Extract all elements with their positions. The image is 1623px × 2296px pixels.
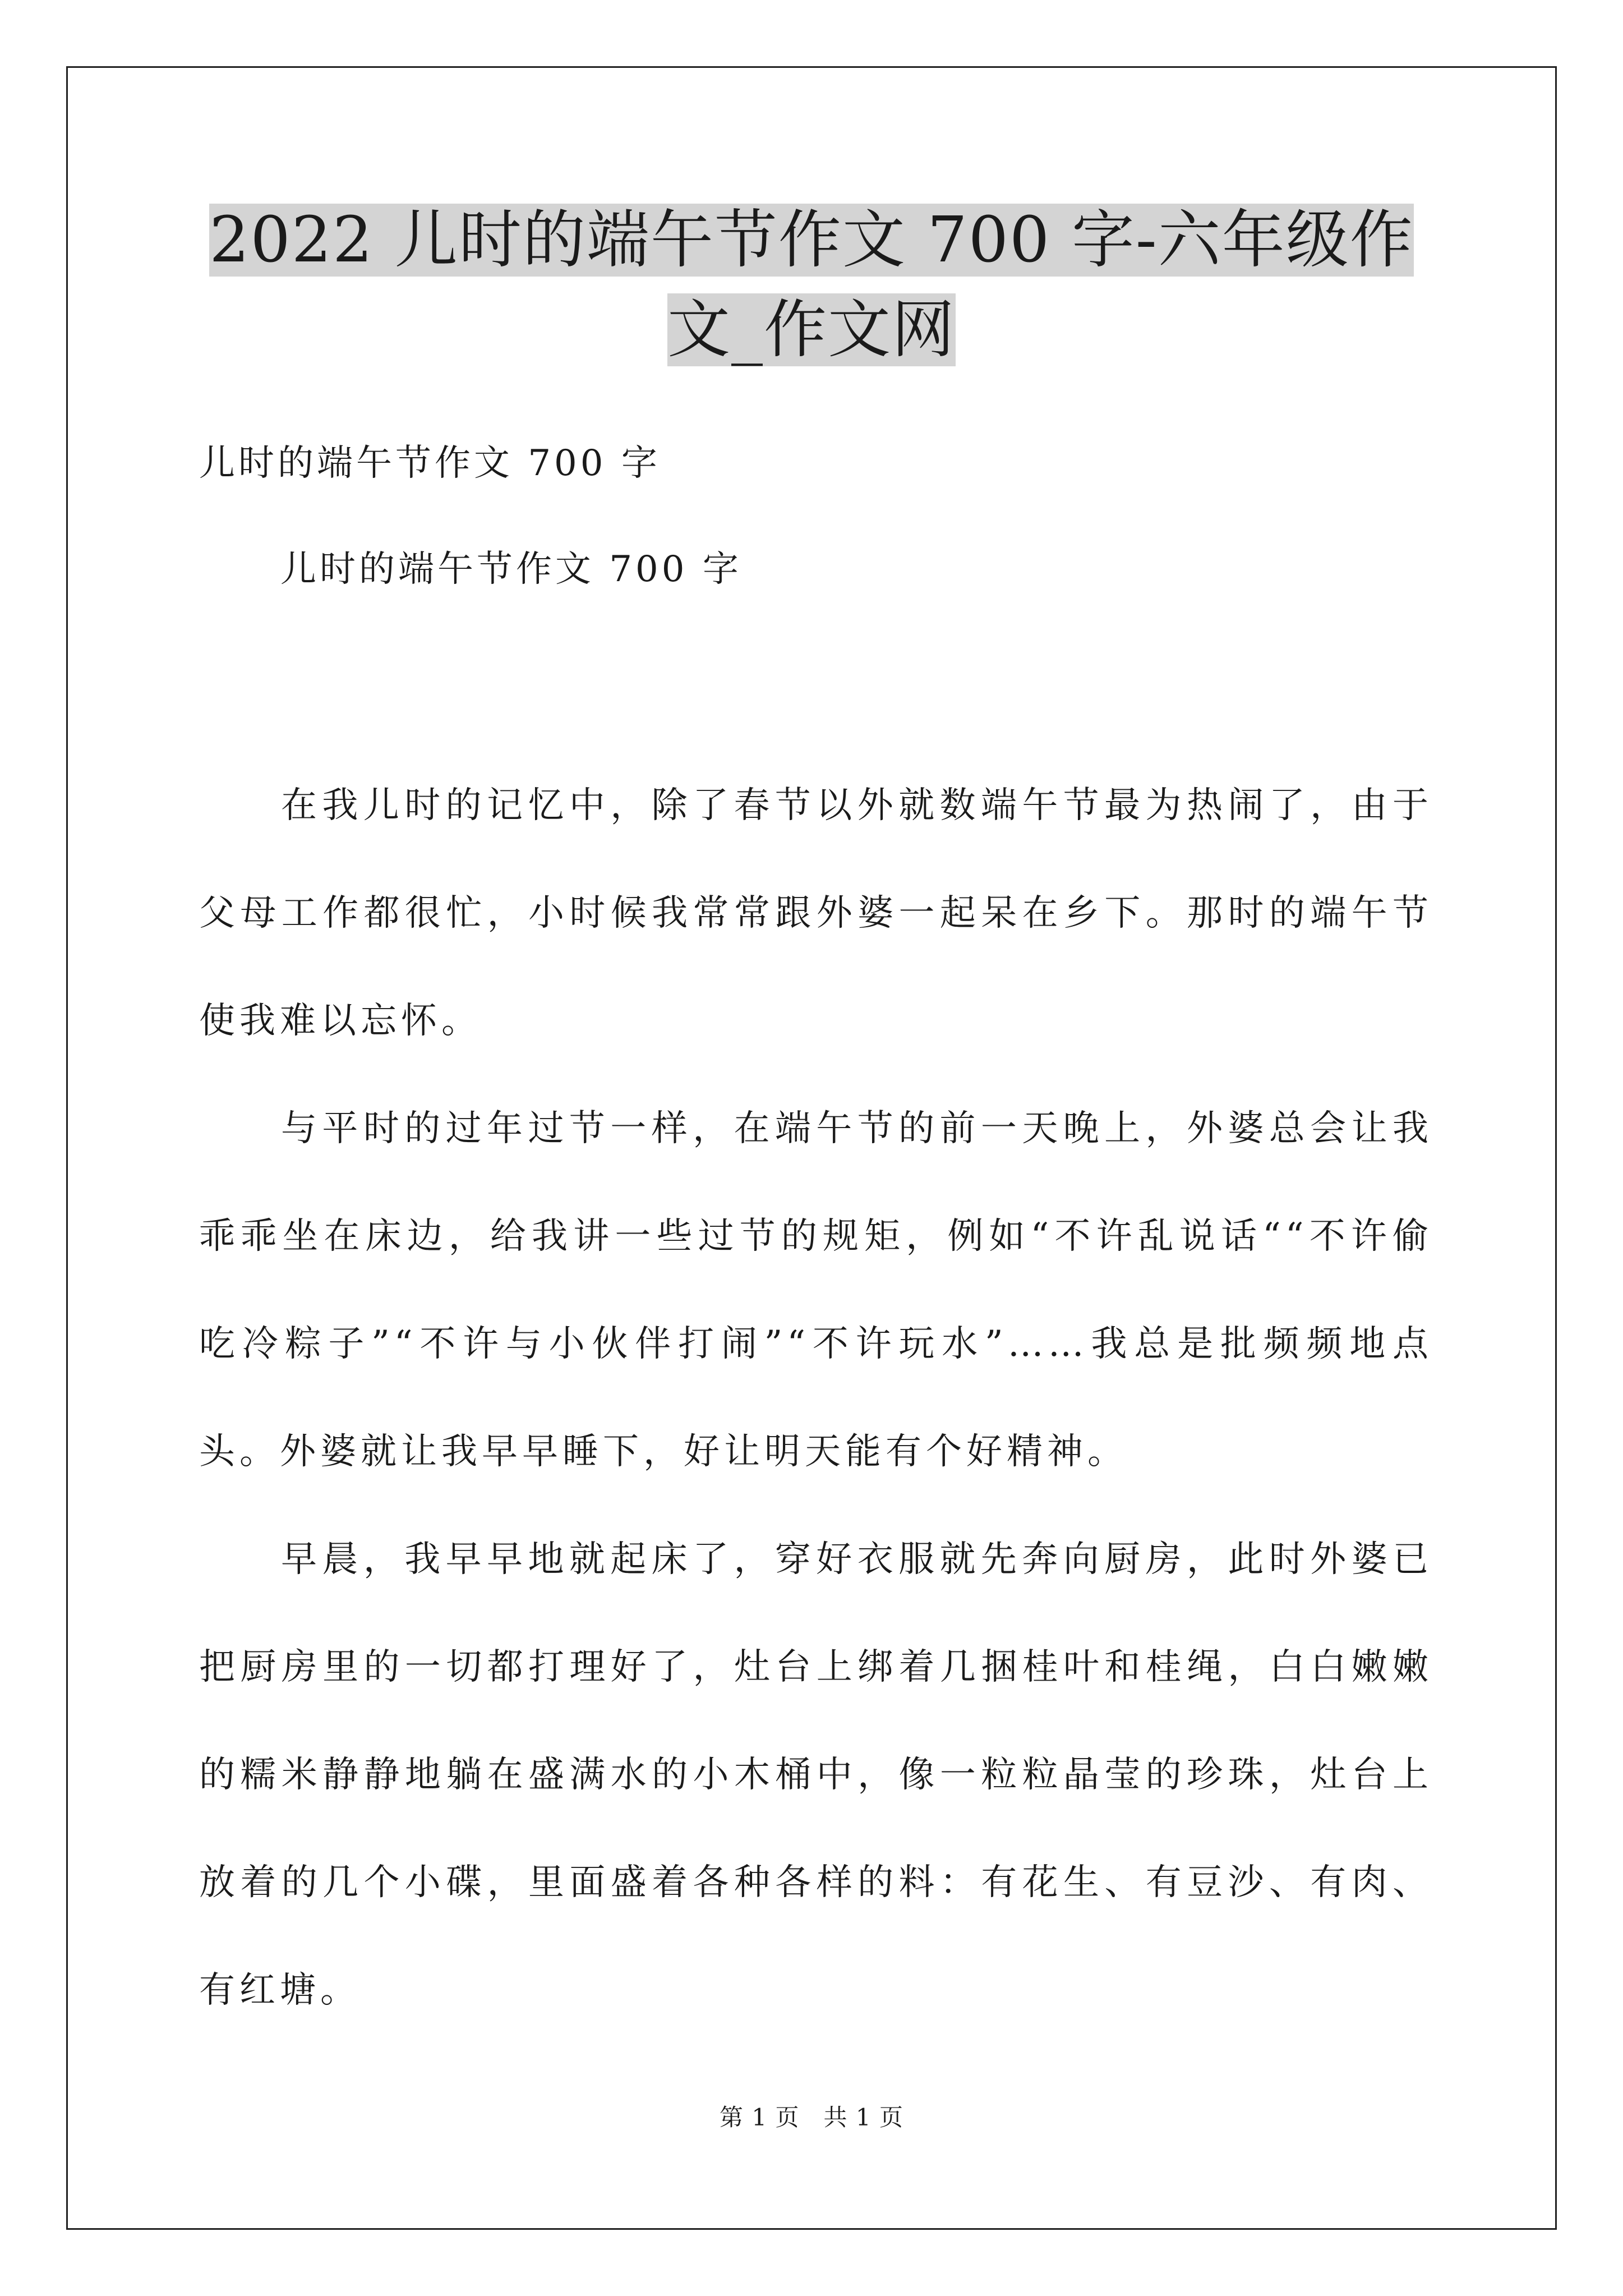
- paragraph: 早晨，我早早地就起床了，穿好衣服就先奔向厨房，此时外婆已把厨房里的一切都打理好了，灶台上绑着几捆桂叶和桂绳，白白嫩嫩的糯米静静地躺在盛满水的小木桶中，像一粒粒晶莹的珍珠，灶台上放着的几个小碟，里面盛着各种各样的料：有花生、有豆沙、有肉、有红塘。: [199, 1539, 1433, 2011]
- paragraph: 在我儿时的记忆中，除了春节以外就数端午节最为热闹了，由于父母工作都很忙，小时候我常常跟外婆一起呆在乡下。那时的端午节使我难以忘怀。: [199, 785, 1433, 1042]
- document-title: [185, 195, 1438, 375]
- subtitle-heading-indented: 儿时的端午节作文 700 字: [280, 549, 742, 590]
- page-footer: 第 1 页 共 1 页: [720, 2104, 903, 2131]
- document-body: [199, 752, 1433, 2044]
- paragraph: 与平时的过年过节一样，在端午节的前一天晚上，外婆总会让我乖乖坐在床边，给我讲一些过节的规矩，例如“不许乱说话““不许偷吃冷粽子”“不许与小伙伴打闹”“不许玩水”……我总是批频频地点头。外婆就让我早早睡下，好让明天能有个好精神。: [199, 1108, 1433, 1473]
- subtitle-heading: 儿时的端午节作文 700 字: [199, 443, 661, 484]
- document-title-text: 2022 儿时的端午节作文 700 字-六年级作文_作文网: [209, 204, 1414, 366]
